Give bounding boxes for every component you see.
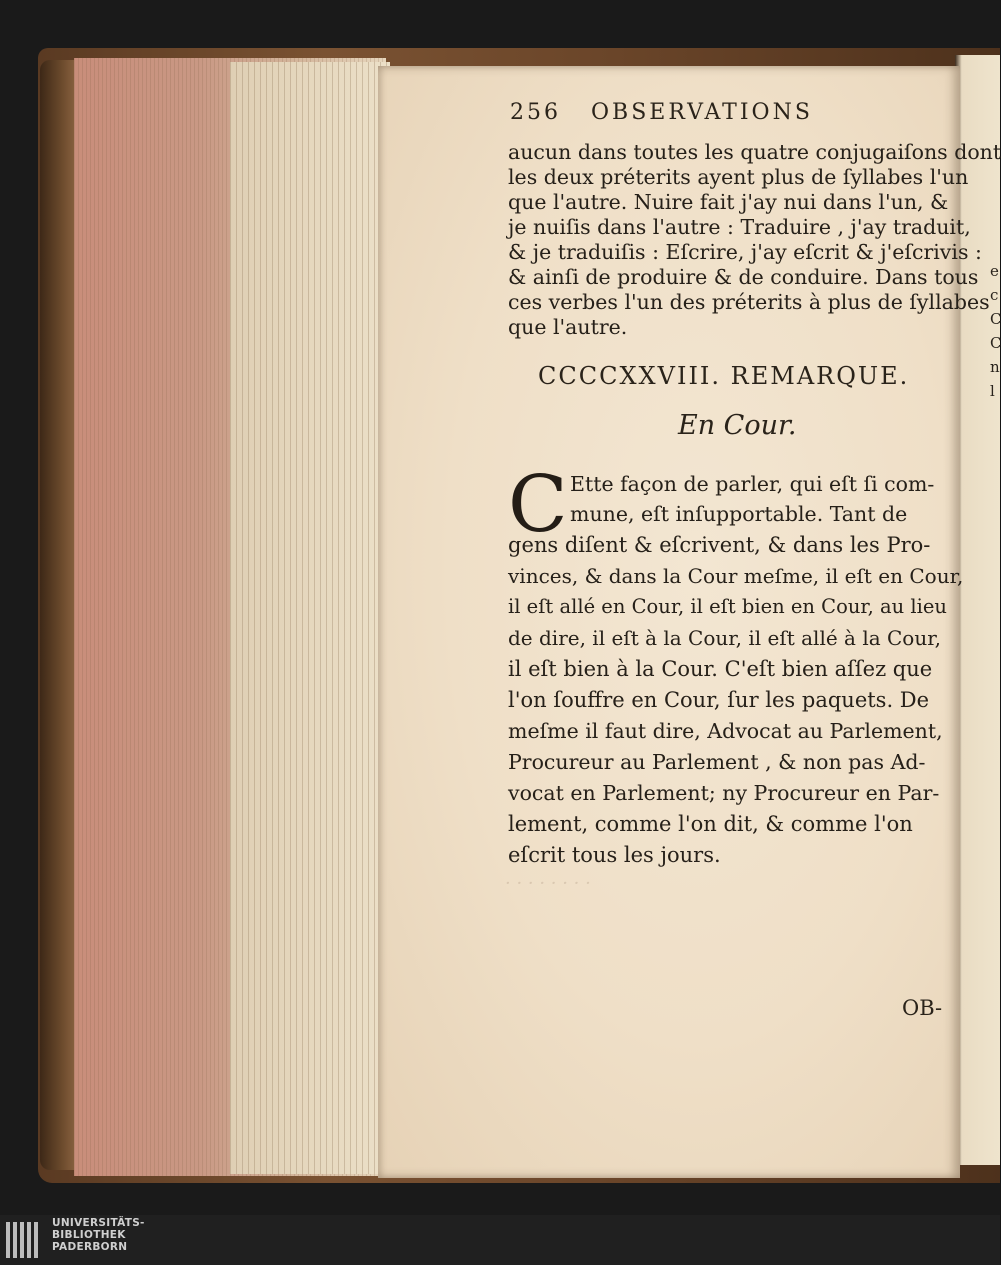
library-name (52, 1217, 145, 1253)
text-line: lement, comme l'on dit, & comme l'on (508, 812, 913, 836)
show-through-text: · · · · · · · · (505, 873, 591, 894)
text-line: de dire, il eſt à la Cour, il eſt allé à la Cour, (508, 626, 941, 650)
text-line: je nuiſis dans l'autre : Traduire , j'ay traduit, (508, 215, 971, 239)
page-block-foreedge (230, 62, 390, 1174)
running-head (510, 100, 813, 125)
text-line: mune, eſt inſupportable. Tant de (570, 502, 908, 526)
text-line: & je traduiſis : Eſcrire, j'ay eſcrit & j'eſcrivis : (508, 240, 982, 264)
library-name-line3: PADERBORN (52, 1241, 128, 1253)
facing-page-letter: c (990, 286, 999, 304)
library-logo-icon (6, 1222, 46, 1258)
text-line: meſme il faut dire, Advocat au Parlement, (508, 719, 943, 743)
text-line: Ette façon de parler, qui eſt ſi com- (570, 472, 935, 496)
text-line: gens diſent & eſcrivent, & dans les Pro- (508, 533, 931, 557)
text-line: il eſt bien à la Cour. C'eſt bien aſſez que (508, 657, 933, 681)
text-line: l'on ſouffre en Cour, ſur les paquets. De (508, 688, 930, 712)
text-line: il eſt allé en Cour, il eſt bien en Cour, au lieu (508, 595, 947, 618)
library-name-line2: BIBLIOTHEK (52, 1229, 126, 1241)
text-line: & ainſi de produire & de conduire. Dans tous (508, 265, 979, 289)
page-number: 256 (510, 100, 561, 125)
text-line: ces verbes l'un des préterits à plus de ſyllabes (508, 290, 990, 314)
facing-page-letter: C (990, 310, 1001, 328)
text-line: Procureur au Parlement , & non pas Ad- (508, 750, 926, 774)
running-title: OBSERVATIONS (590, 100, 813, 125)
drop-capital: C (508, 460, 568, 550)
facing-page-letter: n (990, 358, 1000, 376)
facing-page-letter: l (990, 382, 995, 400)
text-line: aucun dans toutes les quatre conjugaiſons dont (508, 140, 1001, 164)
text-line: eſcrit tous les jours. (508, 843, 721, 867)
facing-page-letter: e (990, 262, 999, 280)
text-line: que l'autre. Nuire fait j'ay nui dans l'un, & (508, 190, 949, 214)
catchword: OB- (902, 996, 943, 1020)
cover-edge (40, 60, 76, 1170)
library-footer (0, 1215, 1000, 1265)
text-line: que l'autre. (508, 315, 628, 339)
text-line: vinces, & dans la Cour meſme, il eſt en Cour, (508, 564, 964, 588)
library-name-line1: UNIVERSITÄTS- (52, 1217, 145, 1229)
facing-page-letter: C (990, 334, 1001, 352)
text-line: les deux préterits ayent plus de ſyllabes l'un (508, 165, 969, 189)
remark-heading: CCCCXXVIII. REMARQUE. (538, 362, 910, 390)
text-line: vocat en Parlement; ny Procureur en Par- (508, 781, 940, 805)
remark-subheading: En Cour. (678, 410, 797, 441)
